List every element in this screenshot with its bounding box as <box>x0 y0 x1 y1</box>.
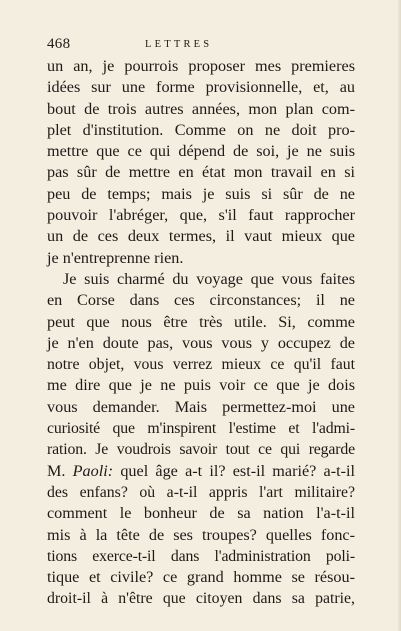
text-line: mettre que ce qui dépend de soi, je ne suis <box>47 142 355 161</box>
text-line: mis à la tête de ses troupes? quelles fonc- <box>47 525 355 544</box>
text-line: bout de trois autres années, mon plan com- <box>47 99 355 118</box>
text-line: notre objet, vous verrez mieux ce qu'il faut <box>47 356 355 374</box>
text-line: tions exerce-t-il dans l'administration poli- <box>47 547 355 565</box>
body-text <box>47 56 355 610</box>
running-head <box>47 36 369 52</box>
text-line: tique et civile? ce grand homme se résou- <box>47 568 355 587</box>
text-line: ration. Je voudrois savoir tout ce qui regarde <box>47 441 355 459</box>
text-line <box>47 461 355 482</box>
line-prefix: M. <box>47 461 66 480</box>
text-line: en Corse dans ces circonstances; il ne <box>47 291 355 310</box>
text-line: un an, je pourrois proposer mes premieres <box>47 57 355 75</box>
text-line: un de ces deux termes, il vaut mieux que <box>47 227 355 246</box>
running-title: LETTRES <box>145 39 213 50</box>
text-line: des enfans? où a-t-il appris l'art militaire? <box>47 483 355 501</box>
text-line: comment le bonheur de sa nation l'a-t-il <box>47 504 355 523</box>
text-line: idées sur une forme provisionnelle, et, au <box>47 78 355 97</box>
text-line: plet d'institution. Comme on ne doit pro- <box>47 120 355 139</box>
text-line: me dire que je ne puis voir ce que je dois <box>47 376 355 395</box>
text-line: peut que nous être très utile. Si, comme <box>47 312 355 331</box>
text-line: Je suis charmé du voyage que vous faites <box>63 269 355 288</box>
text-line: je n'en doute pas, vous vous y occupez de <box>47 333 355 352</box>
text-line: droit-il à n'être que citoyen dans sa patrie, <box>47 590 355 608</box>
text-line: je n'entreprenne rien. <box>47 248 184 267</box>
text-line: curiosité que m'inspirent l'estime et l'admi- <box>47 420 355 438</box>
text-line: pouvoir l'abréger, que, s'il faut rapprocher <box>47 206 355 225</box>
text-line: pas sûr de mettre en état mon travail en si <box>47 163 355 182</box>
text-line: vous demander. Mais permettez-moi une <box>47 397 355 416</box>
line-rest: quel âge a-t il? est-il marié? a-t-il <box>120 461 355 480</box>
text-line: peu de temps; mais je suis si sûr de ne <box>47 184 355 203</box>
page-number: 468 <box>47 36 71 52</box>
person-name: Paoli: <box>72 461 114 480</box>
